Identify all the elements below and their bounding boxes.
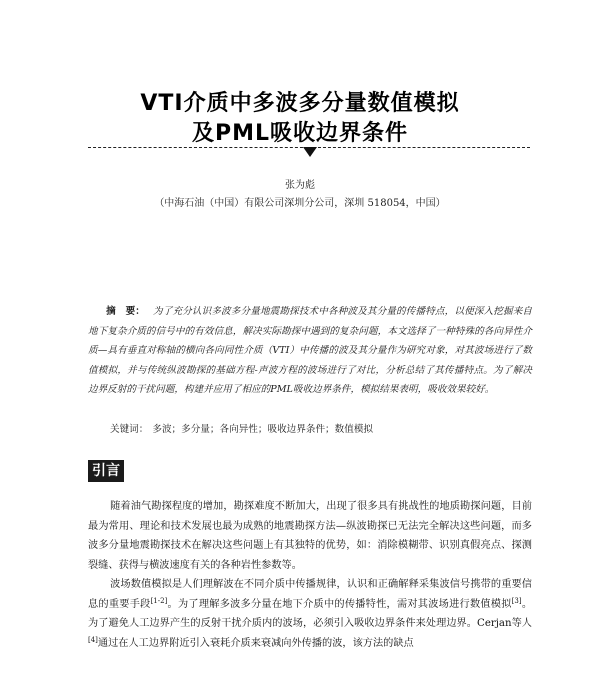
title-divider-left [88, 147, 308, 148]
abstract-block [88, 302, 532, 400]
citation-3: [4] [88, 635, 98, 644]
title-line-2: 及PML吸收边界条件 [191, 121, 409, 146]
author-name: 张为彪 [285, 180, 315, 191]
keywords-text: 多波；多分量；各向异性；吸收边界条件；数值模拟 [152, 424, 374, 435]
title-divider-right [318, 147, 530, 148]
paragraph-2-text-b: 。为了理解多波多分量在地下介质中的传播特性，需对其波场进行数值模拟 [167, 598, 512, 610]
down-triangle-icon [303, 147, 317, 157]
abstract-text: 为了充分认识多波多分量地震勘探技术中各种波及其分量的传播特点，以便深入挖掘来自地下复杂介质的信号中的有效信息，解决实际勘探中遇到的复杂问题，本文选择了一种特殊的各向异性介质—具有垂直对称轴的横向各向同性介质（VTI）中传播的波及其分量作为研究对象，对其波场进行了数值模拟，并与传统纵波勘探的基础方程-声波方程的波场进行了对比，分析总结了其传播特点。为了解决边界反射的干扰问题，构建并应用了相应的PML吸收边界条件，模拟结果表明，吸收效果较好。 [88, 306, 533, 396]
author-affiliation: （中海石油（中国）有限公司深圳分公司，深圳 518054，中国） [154, 198, 446, 209]
paragraph-2-text-d: 通过在人工边界附近引入衰耗介质来衰减向外传播的波，该方法的缺点 [97, 637, 414, 649]
section-heading-introduction: 引言 [88, 460, 124, 482]
title-line-1: VTI介质中多波多分量数值模拟 [140, 91, 460, 116]
keywords-block [110, 421, 530, 435]
abstract-label: 摘 要： [106, 306, 146, 317]
citation-2: [3] [511, 596, 522, 605]
paragraph-2-text-c: 。为了避免人工边界产生的反射干扰介质内的波场，必须引入吸收边界条件来处理边界。Cerjan等人 [88, 598, 533, 630]
paragraph-2-text-a: 波场数值模拟是人们理解波在不同介质中传播规律，认识和正确解释采集波信号携带的重要信息的重要手段 [88, 579, 532, 610]
keywords-label: 关键词： [110, 424, 149, 435]
citation-1: [1-2] [150, 596, 168, 605]
paragraph-1-text: 随着油气勘探程度的增加，勘探难度不断加大，出现了很多具有挑战性的地质勘探问题，目前最为常用、理论和技术发展也最为成熟的地震勘探方法—纵波勘探已无法完全解决这些问题，而多波多分量地震勘探技术在解决这些问题上有其独特的优势，如：消除模糊带、识别真假亮点、探测裂缝、获得与横波速度有关的各种岩性参数等。 [88, 501, 532, 571]
body-paragraph-1 [88, 497, 532, 575]
body-paragraph-2 [88, 575, 532, 653]
